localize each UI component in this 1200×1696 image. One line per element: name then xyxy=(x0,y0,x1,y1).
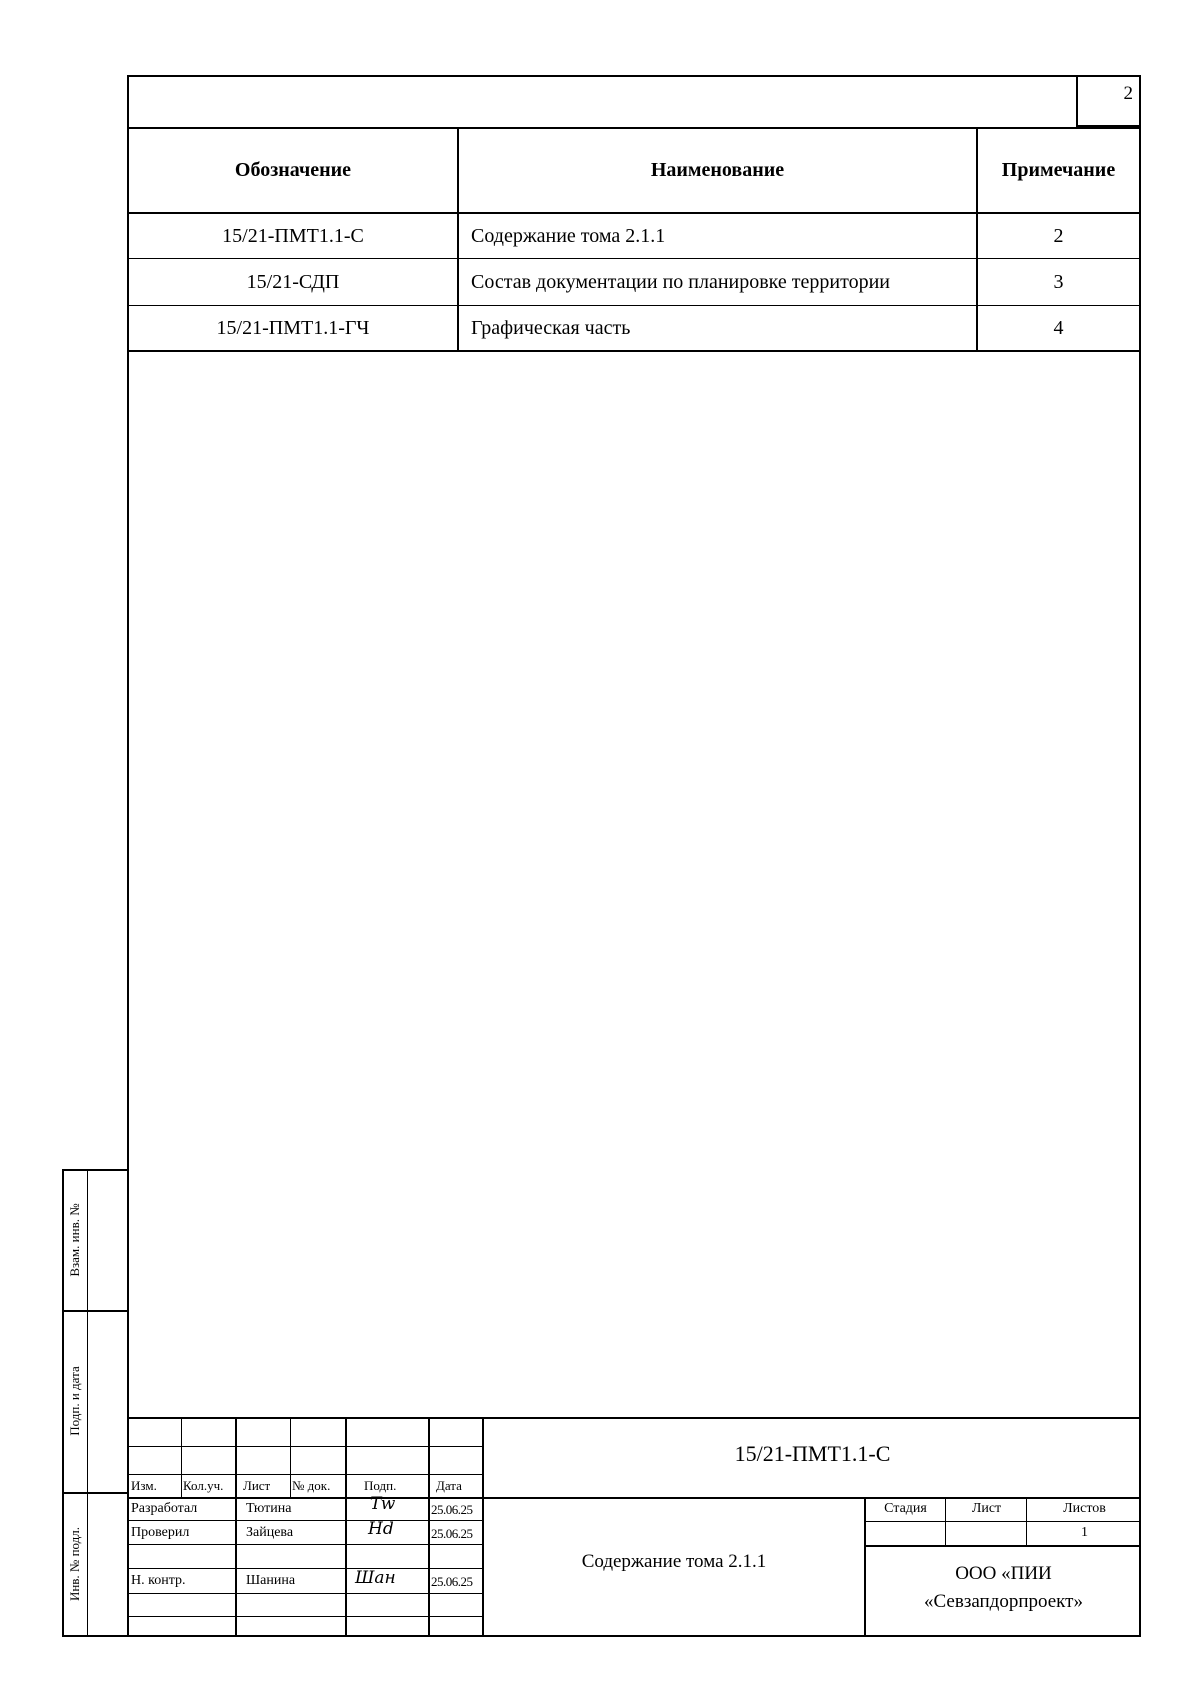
row-1-designation: 15/21-ПМТ1.1-С xyxy=(222,225,364,247)
tb-col xyxy=(181,1417,182,1497)
tb-col xyxy=(1026,1497,1027,1545)
tb-line-main xyxy=(127,1497,1141,1499)
organization-line-1: ООО «ПИИ xyxy=(955,1563,1052,1584)
tb-col xyxy=(345,1417,347,1637)
side-stamp-line xyxy=(62,1310,128,1312)
side-label-inv-podl: Инв. № подл. xyxy=(67,1526,82,1602)
side-label-vzam-inv: Взам. инв. № xyxy=(67,1203,82,1277)
tb-col-list: Лист xyxy=(243,1478,271,1493)
sheets-label: Листов xyxy=(1063,1501,1106,1516)
tb-col-izm: Изм. xyxy=(131,1478,157,1493)
header-name: Наименование xyxy=(650,159,785,181)
signer-date: 25.06.25 xyxy=(431,1502,473,1517)
organization-line-2: «Севзапдорпроект» xyxy=(924,1591,1083,1612)
organization xyxy=(866,1560,1141,1616)
side-label-podp-data: Подп. и дата xyxy=(67,1366,82,1436)
tb-line xyxy=(127,1520,484,1521)
signer-signature: Hd xyxy=(368,1519,394,1539)
page-number: 2 xyxy=(1123,83,1133,104)
tb-line xyxy=(127,1593,484,1594)
signer-role: Н. контр. xyxy=(131,1573,186,1588)
tb-col-n-dok: № док. xyxy=(292,1478,331,1493)
side-stamp-inner xyxy=(87,1169,88,1637)
side-stamp-outer xyxy=(62,1169,64,1637)
side-stamp-top xyxy=(62,1169,128,1171)
row-2-name: Состав документации по планировке территории xyxy=(471,271,890,293)
title-block-top xyxy=(127,1417,1141,1419)
tb-col xyxy=(290,1417,291,1497)
header-note: Примечание xyxy=(1001,159,1116,181)
signer-name: Тютина xyxy=(246,1501,292,1516)
signer-name: Шанина xyxy=(246,1573,296,1588)
row-3-designation: 15/21-ПМТ1.1-ГЧ xyxy=(216,317,370,339)
signer-signature: Шан xyxy=(355,1568,396,1588)
page-number-box xyxy=(1076,75,1141,127)
tb-line-stage xyxy=(864,1521,1141,1522)
row-2-designation: 15/21-СДП xyxy=(246,271,340,293)
tb-line xyxy=(127,1568,484,1569)
tb-col-podp: Подп. xyxy=(364,1478,397,1493)
signer-date: 25.06.25 xyxy=(431,1526,473,1541)
tb-col xyxy=(428,1417,430,1637)
document-code: 15/21-ПМТ1.1-С xyxy=(734,1441,891,1466)
row-1-name: Содержание тома 2.1.1 xyxy=(471,225,666,247)
tb-col xyxy=(235,1417,237,1637)
signer-signature: Tw xyxy=(370,1494,396,1514)
signer-role: Проверил xyxy=(131,1525,190,1540)
stage-label: Стадия xyxy=(884,1501,927,1516)
row-3-name: Графическая часть xyxy=(471,317,631,339)
tb-col xyxy=(945,1497,946,1545)
tb-line-stage-bottom xyxy=(864,1545,1141,1547)
tb-line xyxy=(127,1616,484,1617)
signer-date: 25.06.25 xyxy=(431,1574,473,1589)
sheet-label: Лист xyxy=(971,1501,1002,1516)
row-1-note: 2 xyxy=(1053,225,1064,247)
row-3-note: 4 xyxy=(1053,317,1064,339)
signer-name: Зайцева xyxy=(246,1525,294,1540)
signer-role: Разработал xyxy=(131,1501,198,1516)
row-2-note: 3 xyxy=(1053,271,1064,293)
tb-col-kol-uch: Кол.уч. xyxy=(183,1478,224,1493)
sheets-value: 1 xyxy=(1081,1525,1088,1540)
tb-line xyxy=(127,1544,484,1545)
side-stamp-bottom xyxy=(62,1635,128,1637)
header-designation: Обозначение xyxy=(234,159,352,181)
tb-col-data: Дата xyxy=(436,1478,462,1493)
side-stamp-line xyxy=(62,1492,128,1494)
document-name: Содержание тома 2.1.1 xyxy=(581,1551,767,1572)
